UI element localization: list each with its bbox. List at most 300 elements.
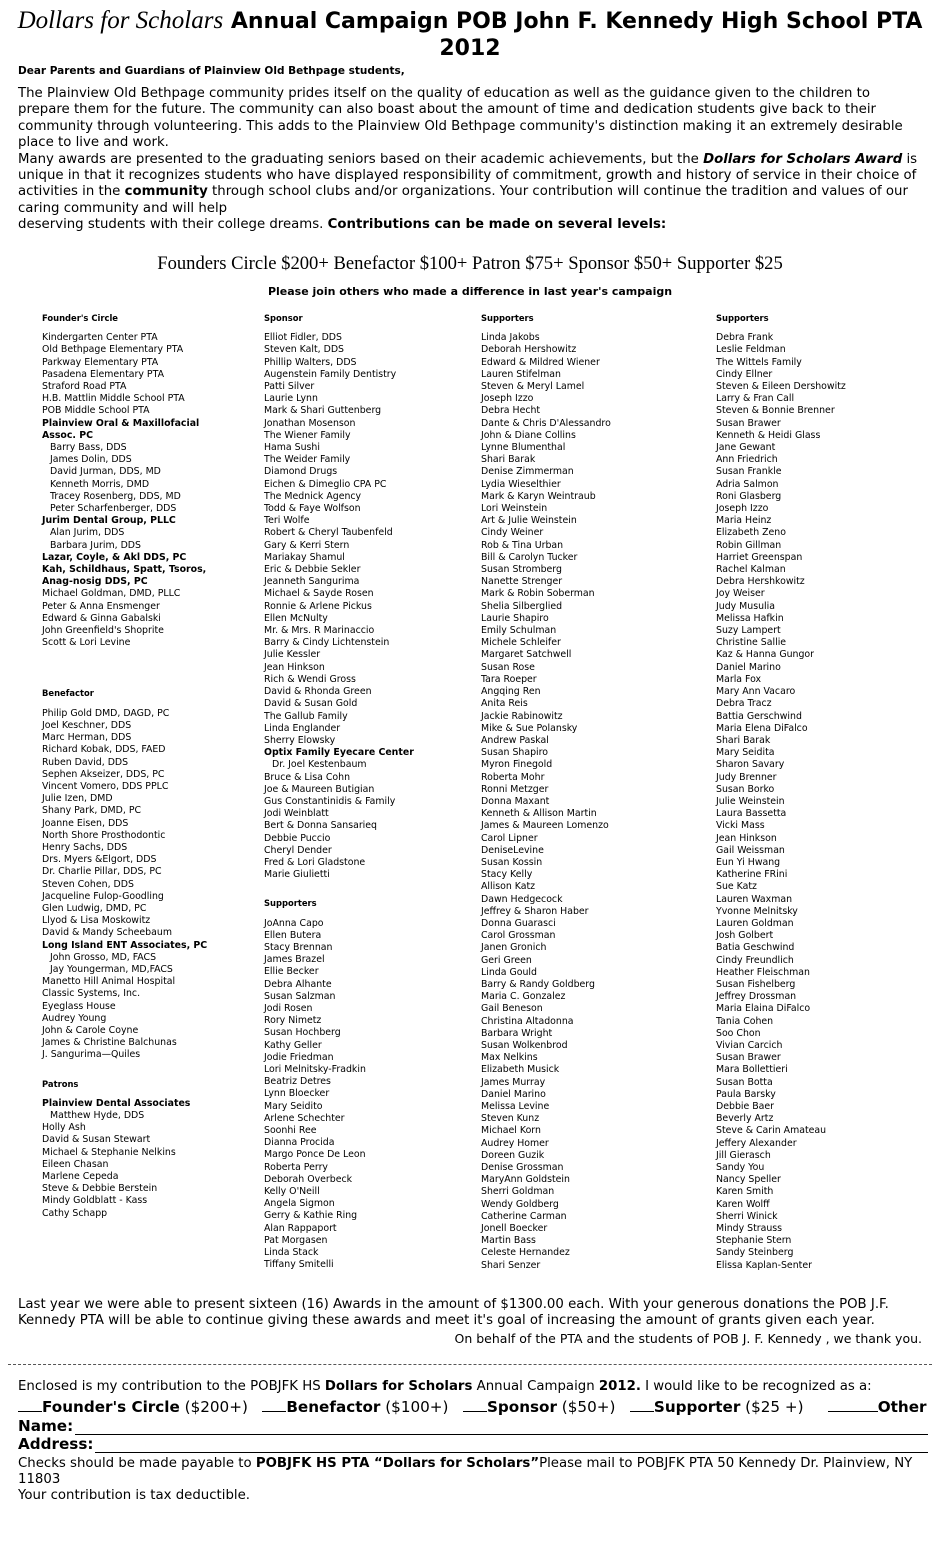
donor-name: Audrey Young [42,1012,107,1024]
donor-name: Alan Rappaport [264,1222,337,1234]
donor-name: Mary Seidita [716,747,775,759]
donor-name: Susan Salzman [264,990,336,1002]
donor-name: Debbie Puccio [264,832,331,844]
founders-circle-blank[interactable] [18,1397,42,1412]
donor-name: Denise Zimmerman [481,466,574,478]
benefactor-option: Benefactor [286,1398,381,1416]
donor-name: Steven Kalt, DDS [264,344,344,356]
donor-name: Judy Musulia [716,600,775,612]
donor-name: Gail Weissman [716,844,785,856]
donor-name: Michael Goldman, DMD, PLLC [42,588,181,600]
donor-name: Nanette Strenger [481,576,563,588]
donor-name: Eileen Chasan [42,1158,109,1170]
donor-name: Mara Bollettieri [716,1064,788,1076]
donor-name: Maria Heinz [716,515,772,527]
donor-name: Edward & Mildred Wiener [481,356,600,368]
donor-name: The Weider Family [264,454,351,466]
donor-name: Jonell Boecker [481,1223,548,1235]
donor-name: Lauren Waxman [716,893,793,905]
donor-name: Art & Julie Weinstein [481,515,577,527]
donor-name: Jurim Dental Group, PLLC [42,515,176,527]
donor-name: Drs. Myers &Elgort, DDS [42,854,157,866]
donor-name: Denise Grossman [481,1162,564,1174]
donor-name: Kathy Geller [264,1039,322,1051]
donor-name: Eric & Debbie Sekler [264,564,361,576]
donor-name: Stacy Brennan [264,941,333,953]
donor-name: Straford Road PTA [42,381,127,393]
donor-name: Plainview Oral & Maxillofacial Assoc. PC [42,417,200,441]
donor-name: Eichen & Dimeglio CPA PC [264,478,387,490]
supporters-list [716,332,916,1272]
founders-circle-list [42,332,232,649]
donor-name: Richard Kobak, DDS, FAED [42,744,166,756]
donor-name: Susan Hochberg [264,1027,341,1039]
address-label: Address: [18,1435,94,1453]
donor-name: Laurie Shapiro [481,612,549,624]
sponsor-blank[interactable] [463,1397,487,1412]
donor-name: Peter Scharfenberger, DDS [50,503,177,515]
donor-name: Rory Nimetz [264,1015,322,1027]
supporters-heading: Supporters [716,313,769,323]
option-amount: ($50+) [556,1398,616,1416]
donor-name: Debra Hecht [481,405,541,417]
donor-name: Carol Grossman [481,930,556,942]
donor-name: Soo Chon [716,1027,761,1039]
donor-name: Barbara Jurim, DDS [50,539,141,551]
supporters-list [264,918,464,1272]
donor-name: Jackie Rabinowitz [481,710,563,722]
donor-name: Audrey Homer [481,1137,549,1149]
donor-name: Henry Sachs, DDS [42,841,128,853]
donor-name: Nancy Speller [716,1174,781,1186]
donor-name: Classic Systems, Inc. [42,988,141,1000]
donor-name: John Greenfield's Shoprite [42,625,164,637]
donor-name: Jean Hinkson [264,661,325,673]
address-row [18,1435,928,1453]
donor-name: Gail Beneson [481,1003,543,1015]
benefactor-blank[interactable] [262,1397,286,1412]
donor-name: Vivian Carcich [716,1039,783,1051]
donor-name: Steven & Meryl Lamel [481,381,585,393]
donor-name: Eun Yi Hwang [716,856,781,868]
donor-name: Michael Korn [481,1125,541,1137]
donor-name: Donna Maxant [481,795,550,807]
donor-name: Kenneth & Allison Martin [481,808,597,820]
donor-name: Debbie Baer [716,1101,775,1112]
award-name: Dollars for Scholars Award [703,151,903,167]
donor-name: David & Susan Stewart [42,1134,151,1146]
donor-name: Maria Elaina DiFalco [716,1003,811,1015]
donor-name: Shari Barak [481,454,536,466]
donor-name: David & Rhonda Green [264,686,372,698]
title-year: 2012 [439,36,501,61]
option-amount: ($200+) [179,1398,248,1416]
donor-name: Rob & Tina Urban [481,539,564,551]
donor-name: Jacqueline Fulop-Goodling [42,890,164,902]
donor-name: Batia Geschwind [716,942,795,954]
donor-name: Susan Stromberg [481,564,562,576]
spacer [42,649,232,687]
donor-name: Hama Sushi [264,442,320,454]
donor-name: Diamond Drugs [264,466,338,478]
donor-name: Michele Schleifer [481,637,561,649]
donor-column-3 [481,312,681,1272]
donor-name: Joel Keschner, DDS [42,719,132,731]
donor-name: Margaret Satchwell [481,649,572,661]
donor-name: Jean Hinkson [716,832,777,844]
donor-name: Lydia Wieselthier [481,478,561,490]
donor-name: Heather Fleischman [716,966,810,978]
donor-name: Melissa Levine [481,1101,550,1112]
donor-name: Ruben David, DDS [42,756,129,768]
donor-name: Bert & Donna Sansarieq [264,820,378,832]
intro-text: is unique in that it recognizes students who have displayed responsibility of commitment, growth and history of service in their choice of activities in the [18,151,918,200]
spacer [42,1062,232,1078]
donor-name: James Dolin, DDS [50,454,132,466]
contribution-levels: Founders Circle $200+ Benefactor $100+ Patron $75+ Sponsor $50+ Supporter $25 [157,253,783,274]
donor-name: Jodi Weinblatt [264,808,329,820]
intro-paragraph-1: The Plainview Old Bethpage community prides itself on the quality of education as well as the guidance given to the children to prepare them for the future. The community can also boast about the amount of time and dedication students give back to their community through volunteering. This adds to the Plainview Old Bethpage community's distinction making it an extremely desirable place to live and work. [18,86,903,151]
donor-name: Peter & Anna Ensmenger [42,600,160,612]
donor-name: Susan Kossin [481,856,543,868]
donor-name: Martin Bass [481,1235,536,1247]
donor-name: Michael & Stephanie Nelkins [42,1146,176,1158]
intro-paragraph-2 [18,152,924,218]
donor-name: Ronnie & Arlene Pickus [264,600,372,612]
donor-name: Plainview Dental Associates [42,1097,191,1109]
donor-name: Dawn Hedgecock [481,893,563,905]
donor-name: Holly Ash [42,1122,86,1134]
donor-name: James & Christine Balchunas [42,1037,177,1049]
supporters-list [481,332,681,1272]
donor-name: Allison Katz [481,881,536,893]
donor-name: James Murray [481,1076,546,1088]
recognition-options [18,1397,928,1417]
donor-name: Barbara Wright [481,1027,553,1039]
donor-name: Debra Alhante [264,978,332,990]
sponsor-list [264,332,464,881]
donor-name: Mark & Shari Guttenberg [264,405,382,417]
donor-name: Susan Rose [481,661,535,673]
intro-letter [18,86,924,234]
donor-name: Laura Bassetta [716,808,787,820]
donor-name: MaryAnn Goldstein [481,1174,570,1186]
donor-name: Philip Gold DMD, DAGD, PC [42,707,170,719]
patrons-list [42,1098,232,1220]
donor-name: Adria Salmon [716,478,779,490]
donor-name: Pat Morgasen [264,1234,328,1246]
donor-name: Dianna Procida [264,1137,335,1149]
donor-name: Bruce & Lisa Cohn [264,771,351,783]
donor-name: Lauren Goldman [716,917,794,929]
other-blank[interactable] [828,1397,878,1412]
donor-name: Anita Reis [481,698,528,710]
donor-name: Barry Bass, DDS [50,442,127,454]
donor-name: Paula Barsky [716,1088,776,1100]
cut-line-divider [8,1364,932,1365]
intro-text: deserving students with their college dreams. [18,217,328,233]
donor-name: Kah, Schildhaus, Spatt, Tsoros, Anag-nosig DDS, PC [42,564,207,588]
donor-name: Harriet Greenspan [716,551,803,563]
donor-name: Judy Brenner [716,771,777,783]
donor-name: Mike & Sue Polansky [481,722,578,734]
donor-name: Matthew Hyde, DDS [50,1109,145,1121]
donor-name: Stacy Kelly [481,869,533,881]
donor-name: Manetto Hill Animal Hospital [42,976,176,988]
donor-name: Elliot Fidler, DDS [264,332,342,344]
campaign-year: 2012. [598,1379,641,1394]
sponsor-option: Sponsor [486,1398,557,1416]
patrons-heading: Patrons [42,1078,79,1089]
name-field[interactable] [75,1420,928,1435]
donor-name: Julie Kessler [264,649,321,661]
donor-name: Mary Seidito [264,1100,323,1112]
donor-name: Cheryl Dender [264,844,332,856]
donor-name: Llyod & Lisa Moskowitz [42,915,151,927]
donor-name: David & Mandy Scheebaum [42,927,172,939]
sponsor-heading: Sponsor [264,313,303,323]
donor-name: Linda Jakobs [481,332,540,344]
donor-name: Lazar, Coyle, & Akl DDS, PC [42,551,187,563]
donor-name: Parkway Elementary PTA [42,356,159,368]
donor-name: Steve & Debbie Berstein [42,1183,158,1195]
donor-name: Sephen Akseizer, DDS, PC [42,768,165,780]
mailing-address: Please mail to POBJFK PTA 50 Kennedy Dr. Plainview, NY 11803 [18,1456,913,1487]
enclosed-statement [18,1379,928,1395]
donor-name: Fred & Lori Gladstone [264,856,366,868]
donor-name: John & Carole Coyne [42,1024,139,1036]
donor-name: Christina Altadonna [481,1015,574,1027]
donor-name: Max Nelkins [481,1052,538,1064]
greeting: Dear Parents and Guardians of Plainview Old Bethpage students, [18,65,405,77]
donor-name: Jay Youngerman, MD,FACS [50,963,173,975]
donor-name: Old Bethpage Elementary PTA [42,344,184,356]
donor-name: Mary Ann Vacaro [716,686,796,698]
donor-name: Steven Kunz [481,1113,540,1125]
donor-name: Linda Gould [481,966,537,978]
supporters-heading: Supporters [264,898,317,909]
title-rest: Annual Campaign POB John F. Kennedy High School PTA [223,9,923,34]
donor-name: Soonhi Ree [264,1125,317,1136]
donor-name: The Wittels Family [716,356,802,368]
donor-name: Roberta Perry [264,1161,328,1173]
donor-column-2 [264,312,464,1271]
form-text: I would like to be recognized as a: [640,1379,872,1394]
donor-name: Debra Tracz [716,698,772,710]
donor-name: Mindy Strauss [716,1223,783,1235]
address-field[interactable] [95,1438,928,1453]
name-label: Name: [18,1417,74,1435]
donor-name: Jonathan Mosenson [264,417,356,429]
donor-name: Pasadena Elementary PTA [42,368,164,380]
donor-name: Sherry Elowsky [264,734,336,746]
donor-name: Robert & Cheryl Taubenfeld [264,527,393,539]
donor-name: Debra Hershkowitz [716,576,805,588]
donor-name: Glen Ludwig, DMD, PC [42,902,147,914]
donor-name: Susan Botta [716,1076,773,1088]
donor-name: Barry & Randy Goldberg [481,978,595,990]
donor-name: POB Middle School PTA [42,405,150,417]
donor-name: Marc Herman, DDS [42,732,132,744]
donor-name: Mr. & Mrs. R Marinaccio [264,625,375,637]
donor-name: Sandy You [716,1162,765,1174]
option-amount: ($25 +) [740,1398,804,1416]
donor-name: Gus Constantinidis & Family [264,795,396,807]
donor-name: Elissa Kaplan-Senter [716,1259,812,1271]
title-italic: Dollars for Scholars [17,7,224,34]
name-row [18,1417,928,1435]
donor-name: Carol Lipner [481,832,538,844]
donor-name: Karen Wolff [716,1198,770,1210]
donor-name: Lori Weinstein [481,503,548,515]
donor-name: Dante & Chris D'Alessandro [481,417,611,429]
donor-name: Geri Green [481,954,532,966]
donor-name: The Wiener Family [264,429,351,441]
spacer [264,881,464,897]
community-word: community [124,184,208,200]
payment-instructions [18,1456,928,1488]
form-text: Annual Campaign [472,1379,599,1394]
donor-name: Angela Sigmon [264,1198,335,1210]
donor-name: Angqing Ren [481,686,541,698]
page-title [0,8,940,35]
donor-name: Michael & Sayde Rosen [264,588,374,600]
donor-name: J. Sangurima—Quiles [42,1049,141,1061]
donor-name: Katherine FRini [716,869,788,881]
donor-name: Sandy Steinberg [716,1247,794,1259]
intro-paragraph-3 [18,217,924,233]
join-heading: Please join others who made a difference in last year's campaign [267,285,673,298]
donor-name: Lynne Blumenthal [481,442,566,454]
donor-name: Deborah Overbeck [264,1173,353,1185]
donor-name: Bill & Carolyn Tucker [481,551,578,563]
donor-name: Susan Borko [716,783,775,795]
founders-circle-heading: Founder's Circle [42,313,118,323]
donor-name: Andrew Paskal [481,734,549,746]
donor-name: Myron Finegold [481,759,553,771]
other-option: Other [877,1398,927,1416]
donor-name: Cindy Ellner [716,368,773,380]
closing-text: Last year we were able to present sixteen (16) Awards in the amount of $1300.00 each. With your generous donations the POB J.F. Kennedy PTA will be able to continue giving these awards and meet it's goal of increasing the amount of grants given each year. [18,1297,889,1329]
donor-name: Sharon Savary [716,759,785,771]
donor-name: Joseph Izzo [481,393,534,405]
donor-name: Emily Schulman [481,625,557,637]
donor-name: Dr. Joel Kestenbaum [272,759,367,771]
donor-name: H.B. Mattlin Middle School PTA [42,393,185,405]
donor-name: Tania Cohen [716,1015,774,1027]
donor-name: Jeffery Alexander [716,1137,797,1149]
donor-name: Larry & Fran Call [716,393,795,405]
donor-name: Doreen Guzik [481,1149,545,1161]
donor-name: Janen Gronich [481,942,547,954]
donor-name: Robin Gillman [716,539,782,551]
donor-name: Celeste Hernandez [481,1247,570,1259]
donor-name: Lauren Stifelman [481,368,561,380]
donor-name: Tracey Rosenberg, DDS, MD [50,490,181,502]
donor-name: Susan Brawer [716,417,781,429]
donor-column-4 [716,312,916,1272]
donor-name: Alan Jurim, DDS [50,527,125,539]
donor-name: Melissa Hafkin [716,612,784,624]
donor-name: Tiffany Smitelli [264,1259,334,1271]
donor-name: Augenstein Family Dentistry [264,368,397,380]
option-amount: ($100+) [380,1398,449,1416]
donor-name: Elizabeth Musick [481,1064,560,1076]
founders-circle-option: Founder's Circle [42,1398,180,1416]
donor-name: Josh Golbert [716,930,774,942]
donor-name: Jeanneth Sangurima [264,576,360,588]
form-text: Enclosed is my contribution to the POBJFK HS [18,1379,325,1394]
donor-name: Susan Fishelberg [716,978,796,990]
donor-name: Linda Englander [264,722,341,734]
donor-name: Ellen McNulty [264,612,328,624]
donor-name: Joe & Maureen Butigian [264,783,375,795]
donor-name: Deborah Hershowitz [481,344,577,356]
donor-name: Scott & Lori Levine [42,637,131,649]
donor-name: Joanne Eisen, DDS [42,817,129,829]
donor-name: Daniel Marino [481,1088,546,1100]
donor-name: Jeffrey Drossman [716,991,797,1003]
donor-name: Suzy Lampert [716,625,781,637]
donor-name: Steven & Eileen Dershowitz [716,381,846,393]
donor-name: Steven Cohen, DDS [42,878,134,890]
donor-name: JoAnna Capo [264,917,324,929]
donor-name: Susan Brawer [716,1052,781,1064]
donor-name: Joseph Izzo [716,503,769,515]
donor-name: Marie Giulietti [264,869,330,881]
donor-name: Shari Senzer [481,1259,541,1271]
donor-name: North Shore Prosthodontic [42,829,166,841]
donor-name: Julie Weinstein [716,795,785,807]
donor-name: Christine Sallie [716,637,787,649]
donor-name: Cathy Schapp [42,1207,108,1219]
donor-name: Daniel Marino [716,661,781,673]
donor-name: Julie Izen, DMD [42,793,113,805]
donor-column-1 [42,312,232,1220]
donor-name: Mariakay Shamul [264,551,345,563]
donor-name: Jill Gierasch [716,1149,771,1161]
donor-name: Kaz & Hanna Gungor [716,649,815,661]
donor-name: Gerry & Kathie Ring [264,1210,358,1222]
donor-name: Ann Friedrich [716,454,778,466]
donor-name: Shelia Silberglied [481,600,563,612]
donor-name: Yvonne Melnitsky [716,905,798,917]
donor-name: Lynn Bloecker [264,1088,330,1100]
thank-you-line: On behalf of the PTA and the students of POB J. F. Kennedy , we thank you. [454,1331,922,1346]
donor-name: Jeffrey & Sharon Haber [481,905,589,917]
donor-name: Maria Elena DiFalco [716,722,808,734]
donor-name: Eyeglass House [42,1000,116,1012]
donor-name: Margo Ponce De Leon [264,1149,366,1161]
donor-name: Sherri Winick [716,1210,778,1222]
payee-name: POBJFK HS PTA “Dollars for Scholars” [255,1456,540,1471]
donor-name: Phillip Walters, DDS [264,356,357,368]
donor-name: Jane Gewant [716,442,776,454]
donor-name: James & Maureen Lomenzo [481,820,609,832]
donor-name: Karen Smith [716,1186,774,1198]
donor-name: David & Susan Gold [264,698,358,710]
supporter-blank[interactable] [630,1397,654,1412]
donor-name: Laurie Lynn [264,393,318,405]
intro-text: through school clubs and/or organizations. Your contribution will continue the tradition and values of our caring community and will help [18,184,908,216]
donor-name: James Brazel [264,954,325,966]
donor-name: Mark & Karyn Weintraub [481,490,596,502]
donor-name: Mark & Robin Soberman [481,588,595,600]
form-text: Checks should be made payable to [18,1456,256,1471]
contribution-form [18,1379,928,1504]
donor-name: David Jurman, DDS, MD [50,466,161,478]
donor-name: Elizabeth Zeno [716,527,786,539]
